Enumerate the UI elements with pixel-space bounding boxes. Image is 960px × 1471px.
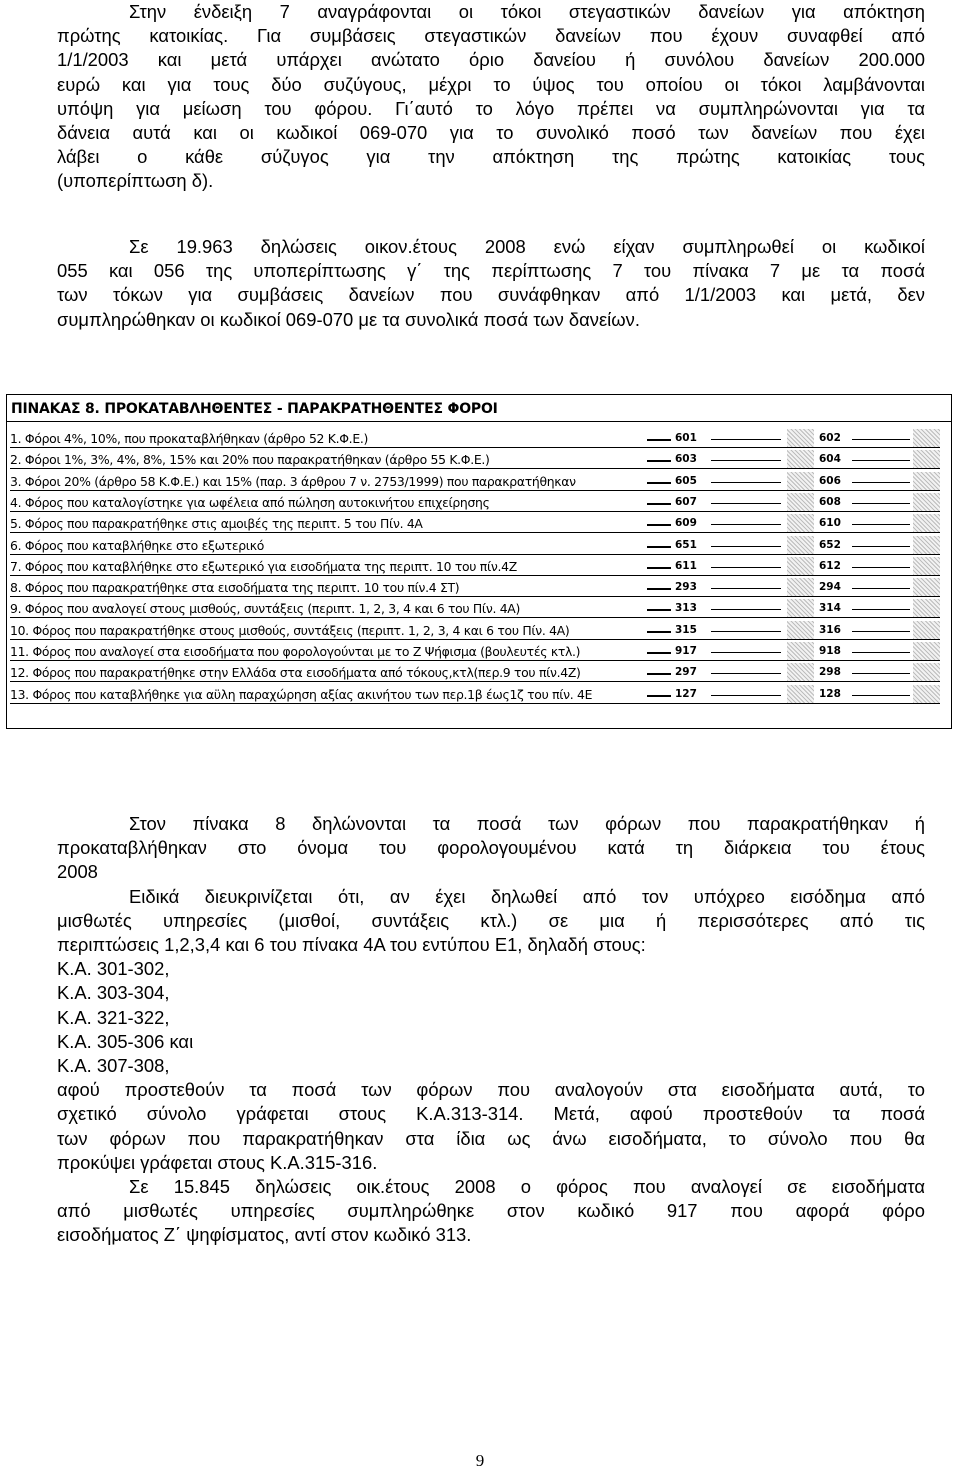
code-item: Κ.Α. 305-306 και — [57, 1030, 194, 1052]
tax-code: 609 — [675, 517, 697, 530]
shaded-cell — [913, 642, 940, 660]
shaded-cell — [787, 493, 814, 511]
text-line: προκαταβλήθηκαν στο όνομα του φορολογουμένου κατά τη διάρκεια του έτους — [57, 837, 925, 859]
paragraph-table8-explanation — [57, 812, 925, 1248]
amount-field — [711, 695, 781, 696]
tax-code: 606 — [819, 474, 841, 487]
amount-field — [711, 673, 781, 674]
table-row — [7, 514, 951, 535]
text-line: συμπληρώθηκαν οι κωδικοί 069-070 με τα συνολικά ποσά των δανείων. — [57, 308, 640, 330]
tax-code: 604 — [819, 453, 841, 466]
text-line: Σε 19.963 δηλώσεις οικον.έτους 2008 ενώ είχαν συμπληρωθεί οι κωδικοί — [129, 236, 925, 257]
table-row — [7, 472, 951, 493]
divider — [10, 575, 940, 576]
text-line: των τόκων για συμβάσεις δανείων που συνάφθηκαν από 1/1/2003 και μετά, δεν — [57, 284, 925, 306]
divider — [647, 482, 671, 484]
row-label: 9. Φόρος που αναλογεί στους μισθούς, συντάξεις (περιπτ. 1, 2, 3, 4 και 6 του Πίν. 4Α) — [10, 601, 521, 617]
amount-field — [711, 609, 781, 610]
shaded-cell — [913, 450, 940, 468]
shaded-cell — [913, 578, 940, 596]
shaded-cell — [787, 429, 814, 447]
table-row — [7, 621, 951, 642]
amount-field — [711, 567, 781, 568]
tax-code: 127 — [675, 687, 697, 700]
row-label: 7. Φόρος που καταβλήθηκε στο εξωτερικό για εισοδήματα της περιπτ. 10 του πίν.4Ζ — [10, 558, 517, 574]
tax-code: 608 — [819, 495, 841, 508]
shaded-cell — [787, 536, 814, 554]
table-row — [7, 493, 951, 514]
text-line: πρώτης κατοικίας. Για συμβάσεις στεγαστικών δανείων που έχουν συναφθεί από — [57, 25, 925, 47]
text-line: λάβει ο κάθε σύζυγος για την απόκτηση της πρώτης κατοικίας τους — [57, 146, 925, 168]
shaded-cell — [787, 450, 814, 468]
text-line: Σε 15.845 δηλώσεις οικ.έτους 2008 ο φόρος που αναλογεί σε εισοδήματα — [129, 1176, 925, 1198]
amount-field — [711, 652, 781, 653]
divider — [10, 681, 940, 682]
divider — [10, 490, 940, 491]
table-row — [7, 536, 951, 557]
amount-field — [852, 567, 910, 568]
shaded-cell — [913, 514, 940, 532]
tax-code: 294 — [819, 581, 841, 594]
text-line: ευρώ και για τους δύο συζύγους, μέχρι το ύψος του οποίου οι τόκοι λαμβάνονται — [57, 73, 925, 95]
tax-code: 607 — [675, 495, 697, 508]
row-label: 6. Φόρος που καταβλήθηκε στο εξωτερικό — [10, 537, 264, 553]
shaded-cell — [787, 621, 814, 639]
amount-field — [711, 546, 781, 547]
tax-code: 605 — [675, 474, 697, 487]
tax-code: 611 — [675, 559, 697, 572]
tax-code: 314 — [819, 602, 841, 615]
shaded-cell — [913, 685, 940, 703]
amount-field — [852, 546, 910, 547]
row-label: 4. Φόρος που καταλογίστηκε για ωφέλεια από πώληση αυτοκινήτου επιχείρησης — [10, 494, 490, 510]
text-line: δάνεια αυτά και οι κωδικοί 069-070 για το συνολικό ποσό των δανείων που έχει — [57, 122, 925, 144]
row-label: 2. Φόροι 1%, 3%, 4%, 8%, 15% και 20% που παρακρατήθηκαν (άρθρο 55 Κ.Φ.Ε.) — [10, 452, 490, 468]
tax-code: 316 — [819, 623, 841, 636]
tax-code: 602 — [819, 432, 841, 444]
divider — [7, 421, 951, 422]
amount-field — [711, 482, 781, 483]
table-row — [7, 450, 951, 471]
shaded-cell — [787, 642, 814, 660]
text-line: αφού προστεθούν τα ποσά των φόρων που αναλογούν στα εισοδήματα αυτά, το — [57, 1079, 925, 1101]
text-line: 2008 — [57, 861, 98, 883]
code-item: Κ.Α. 303-304, — [57, 982, 170, 1004]
tax-code: 128 — [819, 687, 841, 700]
table-row — [7, 642, 951, 663]
table-row — [7, 685, 951, 706]
code-item: Κ.Α. 307-308, — [57, 1055, 170, 1077]
amount-field — [711, 588, 781, 589]
code-item: Κ.Α. 321-322, — [57, 1006, 170, 1028]
text-line: μισθωτές υπηρεσίες (μισθοί, συντάξεις κτλ.) σε μια ή περισσότερες από τις — [57, 909, 925, 931]
tax-code: 917 — [675, 645, 697, 657]
divider — [10, 617, 940, 618]
tax-code: 298 — [819, 666, 841, 679]
row-label: 1. Φόροι 4%, 10%, που προκαταβλήθηκαν (άρθρο 52 Κ.Φ.Ε.) — [10, 431, 369, 446]
text-line: των φόρων που παρακρατήθηκαν στα ίδια ως άνω εισοδήματα, το σύνολο που θα — [57, 1127, 925, 1149]
amount-field — [852, 631, 910, 632]
amount-field — [852, 524, 910, 525]
row-label: 3. Φόροι 20% (άρθρο 58 Κ.Φ.Ε.) και 15% (παρ. 3 άρθρου 7 ν. 2753/1999) που παρακρατήθηκαν — [10, 473, 576, 489]
shaded-cell — [787, 685, 814, 703]
divider — [647, 588, 671, 590]
text-line: Στον πίνακα 8 δηλώνονται τα ποσά των φόρων που παρακρατήθηκαν ή — [129, 813, 925, 834]
shaded-cell — [913, 536, 940, 554]
text-line: σχετικό σύνολο γράφεται στους Κ.Α.313-314. Μετά, αφού προστεθούν τα ποσά — [57, 1103, 925, 1125]
divider — [647, 460, 671, 462]
amount-field — [852, 673, 910, 674]
divider — [10, 703, 940, 704]
tax-code: 918 — [819, 645, 841, 657]
divider — [647, 695, 671, 697]
text-line: περιπτώσεις 1,2,3,4 και 6 του πίνακα 4Α του εντύπου Ε1, δηλαδή στους: — [57, 934, 646, 956]
row-label: 11. Φόρος που αναλογεί στα εισοδήματα που φορολογούνται με το Ζ Ψήφισμα (βουλευτές κτλ.) — [10, 644, 581, 659]
shaded-cell — [913, 621, 940, 639]
amount-field — [852, 503, 910, 504]
shaded-cell — [913, 429, 940, 447]
table-title: ΠΙΝΑΚΑΣ 8. ΠΡΟΚΑΤΑΒΛΗΘΕΝΤΕΣ - ΠΑΡΑΚΡΑΤΗΘΕΝΤΕΣ ΦΟΡΟΙ — [11, 401, 498, 417]
text-line: 1/1/2003 και μετά υπάρχει ανώτατο όριο δανείου ή συνόλου δανείων 200.000 — [57, 49, 925, 71]
amount-field — [852, 482, 910, 483]
text-line: προκύψει γράφεται στους Κ.Α.315-316. — [57, 1151, 378, 1173]
divider — [647, 652, 671, 654]
amount-field — [852, 695, 910, 696]
shaded-cell — [913, 557, 940, 575]
divider — [647, 439, 671, 441]
divider — [10, 596, 940, 597]
tax-code: 601 — [675, 432, 697, 444]
row-label: 10. Φόρος που παρακρατήθηκε στους μισθούς, συντάξεις (περιπτ. 1, 2, 3, 4 και 6 του Πίν. 4Α) — [10, 622, 570, 638]
page-number: 9 — [475, 1451, 485, 1470]
row-label: 8. Φόρος που παρακρατήθηκε στα εισοδήματα της περιπτ. 10 του πίν.4 ΣΤ) — [10, 580, 460, 596]
amount-field — [852, 460, 910, 461]
table-8-taxes — [6, 394, 952, 729]
amount-field — [852, 609, 910, 610]
divider — [647, 673, 671, 675]
tax-code: 652 — [819, 538, 841, 551]
shaded-cell — [913, 493, 940, 511]
text-line: εισοδήματος Ζ΄ ψηφίσματος, αντί στον κωδικό 313. — [57, 1224, 472, 1246]
shaded-cell — [787, 514, 814, 532]
shaded-cell — [787, 578, 814, 596]
tax-code: 313 — [675, 602, 697, 615]
divider — [10, 447, 940, 448]
table-row — [7, 599, 951, 620]
amount-field — [711, 503, 781, 504]
amount-field — [852, 652, 910, 653]
divider — [10, 639, 940, 640]
text-line: υπόψη για μείωση του φόρου. Γι΄αυτό το λόγο πρέπει να συμπληρώνονται για τα — [57, 97, 925, 119]
shaded-cell — [787, 663, 814, 681]
divider — [10, 532, 940, 533]
shaded-cell — [913, 663, 940, 681]
tax-code: 612 — [819, 559, 841, 572]
divider — [10, 511, 940, 512]
amount-field — [711, 631, 781, 632]
divider — [10, 468, 940, 469]
tax-code: 603 — [675, 453, 697, 466]
text-line: από μισθωτές υπηρεσίες συμπληρώθηκε στον κωδικό 917 που αφορά φόρο — [57, 1200, 925, 1222]
divider — [647, 609, 671, 611]
amount-field — [852, 439, 910, 440]
amount-field — [711, 460, 781, 461]
paragraph-declarations-19963 — [57, 235, 925, 332]
shaded-cell — [787, 557, 814, 575]
table-row — [7, 429, 951, 450]
divider — [647, 567, 671, 569]
text-line: Ειδικά διευκρινίζεται ότι, αν έχει δηλωθεί από τον υπόχρεο εισόδημα από — [129, 885, 925, 907]
amount-field — [711, 524, 781, 525]
shaded-cell — [787, 472, 814, 490]
text-line: 055 και 056 της υποπερίπτωσης γ΄ της περίπτωσης 7 του πίνακα 7 με τα ποσά — [57, 260, 925, 282]
paragraph-loan-interest — [57, 0, 925, 194]
amount-field — [852, 588, 910, 589]
text-line: (υποπερίπτωση δ). — [57, 170, 214, 192]
row-label: 12. Φόρος που παρακρατήθηκε στην Ελλάδα στα εισοδήματα από τόκους,κτλ(περ.9 του πίν.4Ζ) — [10, 665, 581, 681]
shaded-cell — [913, 472, 940, 490]
table-row — [7, 663, 951, 684]
code-item: Κ.Α. 301-302, — [57, 958, 170, 980]
row-label: 13. Φόρος που καταβλήθηκε για αϋλη παραχώρηση αξίας ακινήτου των περ.1β έως1ζ του πίν. 4Ε — [10, 686, 593, 702]
text-line: Στην ένδειξη 7 αναγράφονται οι τόκοι στεγαστικών δανείων για απόκτηση — [129, 1, 925, 22]
divider — [10, 660, 940, 661]
tax-code: 315 — [675, 623, 697, 636]
tax-code: 651 — [675, 538, 697, 551]
shaded-cell — [787, 599, 814, 617]
divider — [647, 546, 671, 548]
divider — [647, 631, 671, 633]
table-row — [7, 557, 951, 578]
tax-code: 297 — [675, 666, 697, 679]
tax-code: 610 — [819, 517, 841, 530]
shaded-cell — [913, 599, 940, 617]
amount-field — [711, 439, 781, 440]
divider — [10, 554, 940, 555]
divider — [647, 503, 671, 505]
row-label: 5. Φόρος που παρακρατήθηκε στις αμοιβές της περιπτ. 5 του Πίν. 4Α — [10, 516, 423, 532]
divider — [647, 524, 671, 526]
tax-code: 293 — [675, 581, 697, 594]
table-row — [7, 578, 951, 599]
